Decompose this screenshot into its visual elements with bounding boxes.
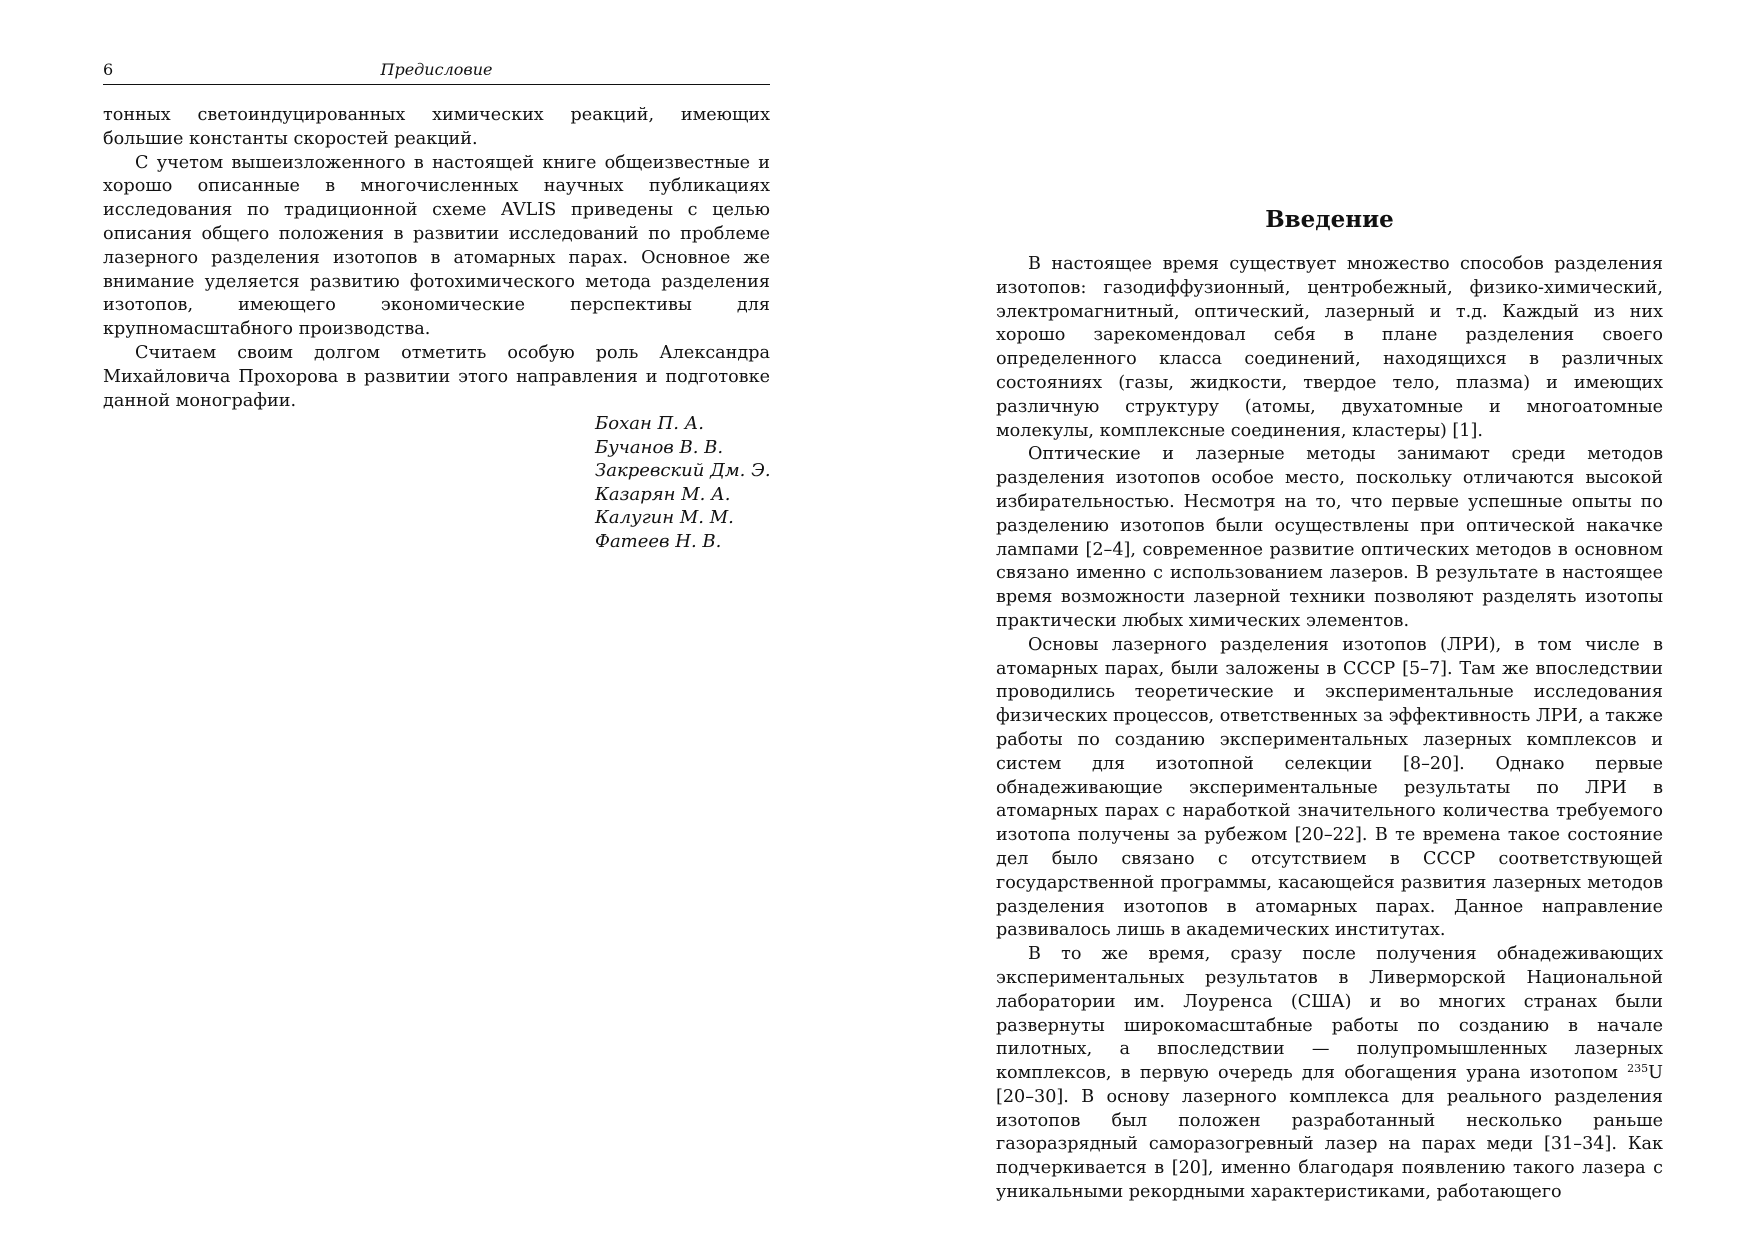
page-number: 6 — [103, 60, 114, 79]
author-name: Бохан П. А. — [595, 413, 705, 434]
paragraph: Оптические и лазерные методы занимают среди методов разделения изотопов особое место, поскольку отличаются высокой избирательностью. Несмотря на то, что первые успешные опыты по разделению изотопов были осуществлены при оптической накачке лампами [2–4], современное развитие оптических методов в основном связано именно с использованием лазеров. В результате в настоящее время возможности лазерной техники позволяют разделять изотопы практически любых химических элементов. — [996, 444, 1663, 631]
section-title: Предисловие — [380, 60, 493, 79]
paragraph: Считаем своим долгом отметить особую роль Александра Михайловича Прохорова в развитии этого направления и подготовке данной монографии. — [103, 342, 770, 411]
superscript: 235 — [1627, 1062, 1649, 1076]
text-run: U [20–30]. В основу лазерного комплекса для реального разделения изотопов был положен разработанный несколько раньше газоразрядный саморазогревный лазер на парах меди [31–34]. Как подчеркивается в [20], именно благодаря появлению такого лазера с уникальными рекордными характеристиками, работающего — [996, 1063, 1663, 1203]
running-header — [103, 58, 770, 85]
author-name: Казарян М. А. — [595, 483, 731, 505]
paragraph: Основы лазерного разделения изотопов (ЛРИ), в том числе в атомарных парах, были заложены в СССР [5–7]. Там же впоследствии проводились теоретические и экспериментальные исследования физических процессов, ответственных за эффективность ЛРИ, а также работы по созданию экспериментальных лазерных комплексов и систем для изотопной селекции [8–20]. Однако первые обнадеживающие экспериментальные результаты по ЛРИ в атомарных парах с наработкой значительного количества требуемого изотопа получены за рубежом [20–22]. В те времена такое состояние дел было связано с отсутствием в СССР соответствующей государственной программы, касающейся развития лазерных методов разделения изотопов в атомарных парах. Данное направление развивалось лишь в академических институтах. — [996, 634, 1663, 941]
paragraph: С учетом вышеизложенного в настоящей книге общеизвестные и хорошо описанные в многочисленных научных публикациях исследования по традиционной схеме AVLIS приведены с целью описания общего положения в развитии исследований по проблеме лазерного разделения изотопов в атомарных парах. Основное же внимание уделяется развитию фотохимического метода разделения изотопов, имеющего экономические перспективы для крупномасштабного производства. — [103, 152, 770, 340]
paragraph: тонных светоиндуцированных химических реакций, имеющих большие константы скоростей реакций. — [103, 105, 770, 149]
chapter-title: Введение — [1265, 206, 1394, 233]
author-signatures — [595, 412, 771, 553]
author-name: Калугин М. М. — [595, 507, 734, 528]
paragraph: В настоящее время существует множество способов разделения изотопов: газодиффузионный, центробежный, физико-химический, электромагнитный, оптический, лазерный и т.д. Каждый из них хорошо зарекомендовал себя в плане разделения своего определенного класса соединений, находящихся в различных состояниях (газы, жидкости, твердое тело, плазма) и имеющих различную структуру (атомы, двухатомные и многоатомные молекулы, комплексные соединения, кластеры) [1]. — [996, 254, 1663, 441]
paragraph — [996, 943, 1663, 1205]
author-name: Закревский Дм. Э. — [595, 460, 771, 481]
text-run: В то же время, сразу после получения обнадеживающих экспериментальных результатов в Ливерморской Национальной лаборатории им. Лоуренса (США) и во многих странах были развернуты широкомасштабные работы по созданию в начале пилотных, а впоследствии — полупромышленных лазерных комплексов, в первую очередь для обогащения урана изотопом — [996, 944, 1663, 1084]
preface-body — [103, 104, 770, 413]
author-name: Фатеев Н. В. — [595, 530, 722, 552]
author-name: Бучанов В. В. — [595, 436, 724, 458]
introduction-body — [996, 253, 1663, 1205]
